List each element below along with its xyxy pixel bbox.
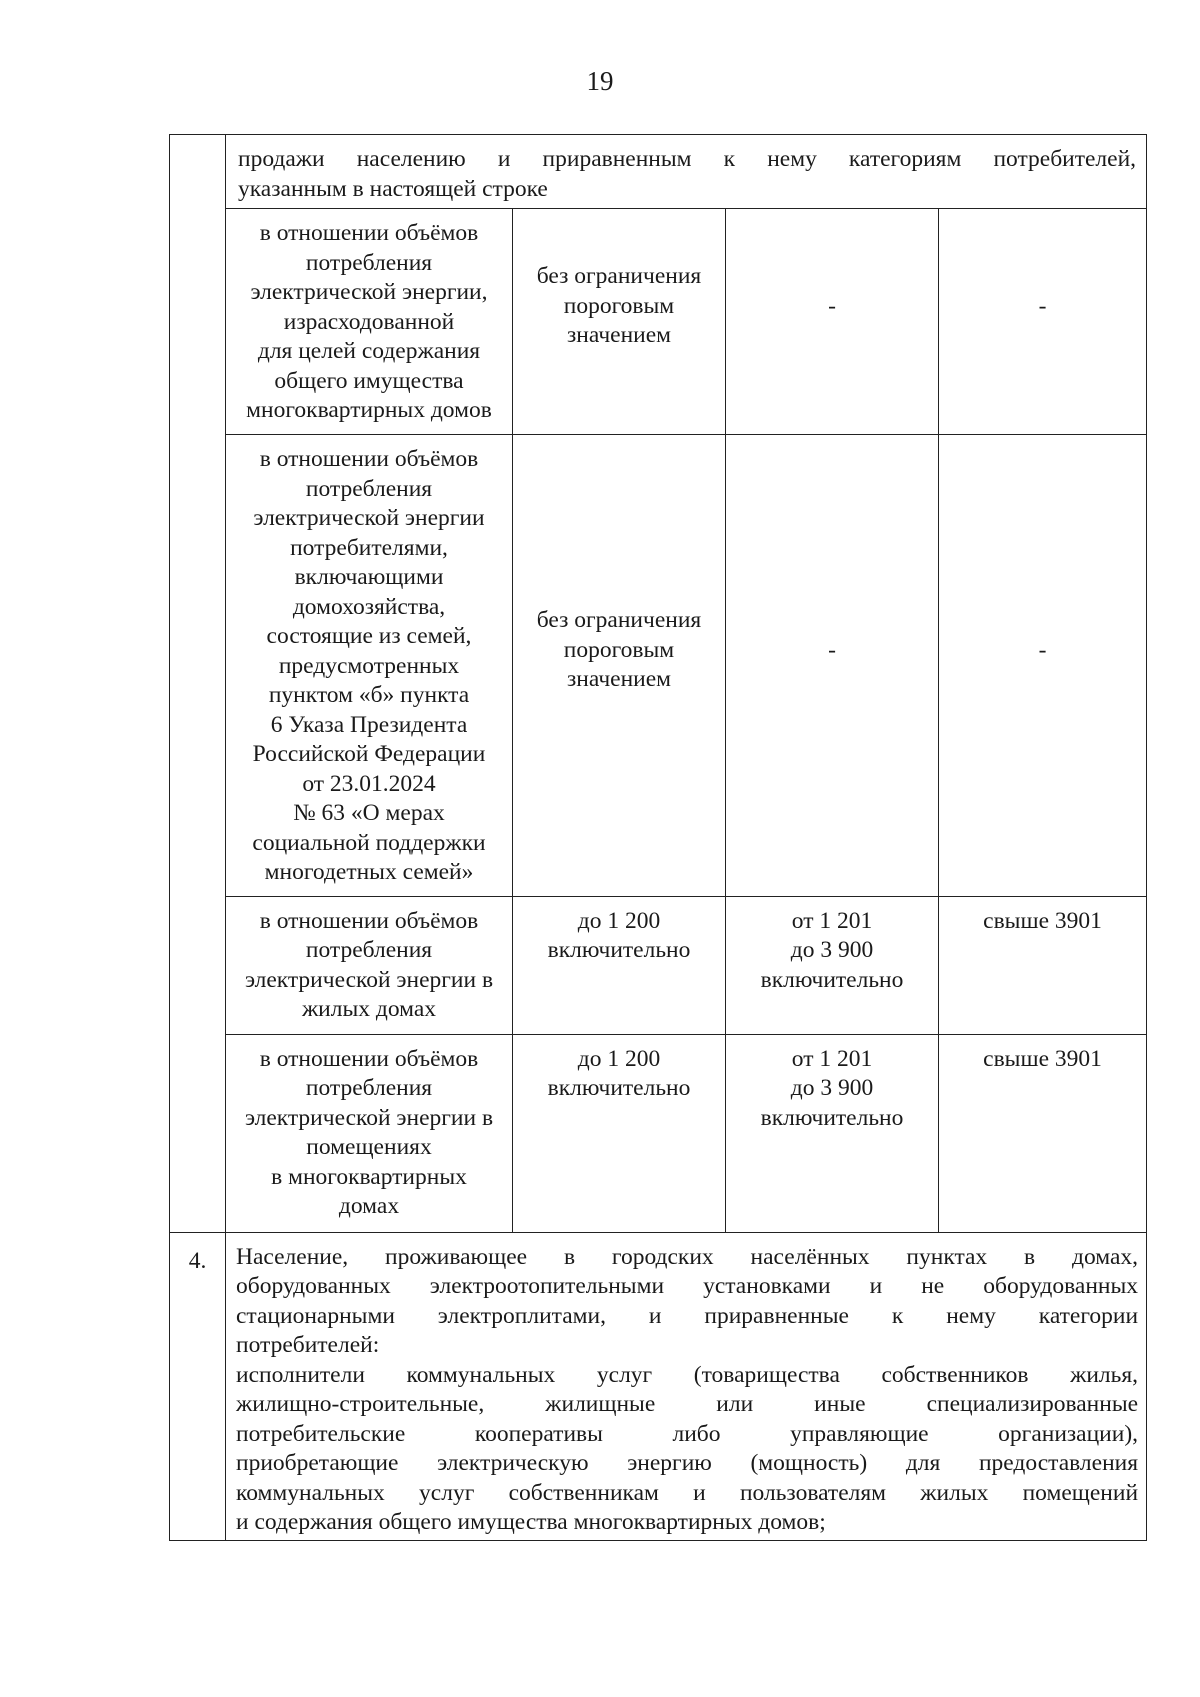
paragraph-line: Население, проживающее в городских населённых пунктах в домах, xyxy=(236,1243,1139,1270)
paragraph-line: исполнители коммунальных услуг (товарищества собственников жилья, xyxy=(236,1361,1139,1388)
description-line: Российской Федерации xyxy=(252,741,486,767)
description-line: жилых домах xyxy=(301,996,437,1022)
value-line: без ограничения xyxy=(536,607,702,633)
threshold-value-1 xyxy=(513,435,726,897)
description-line: включающими xyxy=(294,564,444,590)
threshold-value-3 xyxy=(939,896,1147,1034)
description-line: домах xyxy=(338,1193,400,1219)
value-line: пороговым xyxy=(563,636,675,663)
description-line: потребления xyxy=(305,249,433,276)
description-line: израсходованной xyxy=(283,308,455,335)
value-line: свыше 3901 xyxy=(983,907,1102,934)
intro-line: продажи населению и приравненным к нему категориям потребителей, xyxy=(238,146,1137,172)
table-row xyxy=(170,1034,1147,1232)
tariff-table xyxy=(169,134,1147,1541)
value-line: до 3 900 xyxy=(790,937,874,963)
table-row xyxy=(170,209,1147,435)
row-description xyxy=(226,209,513,435)
paragraph-line: стационарными электроплитами, и приравненные к нему категории xyxy=(236,1302,1139,1329)
description-line: электрической энергии в xyxy=(244,966,494,993)
description-line: электрической энергии xyxy=(253,505,485,531)
value-line: - xyxy=(1038,636,1047,663)
value-line: включительно xyxy=(547,1075,691,1101)
intro-row xyxy=(170,135,1147,209)
paragraph-line: потребителей: xyxy=(236,1332,380,1358)
threshold-value-2 xyxy=(726,1034,939,1232)
description-line: общего имущества xyxy=(274,367,464,394)
row-description xyxy=(226,435,513,897)
value-line: включительно xyxy=(760,966,904,993)
description-line: многоквартирных домов xyxy=(246,397,492,423)
value-line: свыше 3901 xyxy=(983,1045,1102,1072)
value-line: до 1 200 xyxy=(577,1045,661,1072)
paragraph-line: жилищно-строительные, жилищные или иные специализированные xyxy=(236,1391,1139,1417)
description-line: социальной поддержки xyxy=(252,829,486,856)
value-line: значением xyxy=(566,322,672,349)
threshold-value-1 xyxy=(513,896,726,1034)
description-line: потребления xyxy=(305,937,433,963)
threshold-value-2 xyxy=(726,896,939,1034)
number-cell-empty xyxy=(170,135,226,1233)
description-line: в отношении объёмов xyxy=(259,1045,479,1072)
value-line: включительно xyxy=(760,1104,904,1131)
description-line: пунктом «б» пункта xyxy=(268,682,470,708)
value-line: - xyxy=(828,292,836,319)
threshold-value-3 xyxy=(939,209,1147,435)
description-line: помещениях xyxy=(306,1134,432,1160)
description-line: потребления xyxy=(305,475,433,502)
description-line: предусмотренных xyxy=(278,652,460,679)
value-line: от 1 201 xyxy=(791,907,873,934)
value-line: пороговым xyxy=(563,292,675,319)
table-row xyxy=(170,435,1147,897)
threshold-value-1 xyxy=(513,1034,726,1232)
description-line: от 23.01.2024 xyxy=(302,770,436,797)
threshold-value-3 xyxy=(939,1034,1147,1232)
intro-line: указанным в настоящей строке xyxy=(238,175,548,202)
threshold-value-3 xyxy=(939,435,1147,897)
value-line: - xyxy=(828,636,836,663)
intro-text xyxy=(226,135,1147,209)
threshold-value-2 xyxy=(726,209,939,435)
row-description xyxy=(226,896,513,1034)
section-number: 4. xyxy=(170,1232,226,1540)
section-4-row xyxy=(170,1232,1147,1540)
value-line: включительно xyxy=(547,937,691,963)
value-line: до 1 200 xyxy=(577,907,661,934)
paragraph-line: приобретающие электрическую энергию (мощность) для предоставления xyxy=(236,1450,1139,1476)
description-line: потребителями, xyxy=(290,534,448,561)
value-line: до 3 900 xyxy=(790,1075,874,1101)
description-line: 6 Указа Президента xyxy=(270,711,468,738)
paragraph-line: потребительские кооперативы либо управляющие организации), xyxy=(236,1420,1139,1447)
page-number: 19 xyxy=(586,66,614,96)
description-line: № 63 «О мерах xyxy=(293,800,445,826)
description-line: электрической энергии, xyxy=(250,279,488,305)
description-line: потребления xyxy=(305,1075,433,1101)
value-line: - xyxy=(1038,292,1047,319)
description-line: состоящие из семей, xyxy=(266,623,472,649)
description-line: для целей содержания xyxy=(257,338,481,364)
description-line: многодетных семей» xyxy=(264,859,474,885)
row-description xyxy=(226,1034,513,1232)
table-row xyxy=(170,896,1147,1034)
description-line: в отношении объёмов xyxy=(259,446,479,472)
description-line: в многоквартирных xyxy=(271,1163,467,1190)
description-line: электрической энергии в xyxy=(244,1104,494,1131)
paragraph-line: коммунальных услуг собственникам и пользователям жилых помещений xyxy=(236,1479,1139,1506)
threshold-value-2 xyxy=(726,435,939,897)
paragraph-line: и содержания общего имущества многоквартирных домов; xyxy=(236,1509,826,1535)
threshold-value-1 xyxy=(513,209,726,435)
description-line: в отношении объёмов xyxy=(259,220,479,246)
value-line: без ограничения xyxy=(536,263,702,290)
description-line: в отношении объёмов xyxy=(259,907,479,934)
value-line: от 1 201 xyxy=(791,1045,873,1072)
value-line: значением xyxy=(566,666,672,692)
description-line: домохозяйства, xyxy=(292,593,446,620)
section-4-text xyxy=(226,1232,1147,1540)
paragraph-line: оборудованных электроотопительными установками и не оборудованных xyxy=(236,1273,1139,1299)
